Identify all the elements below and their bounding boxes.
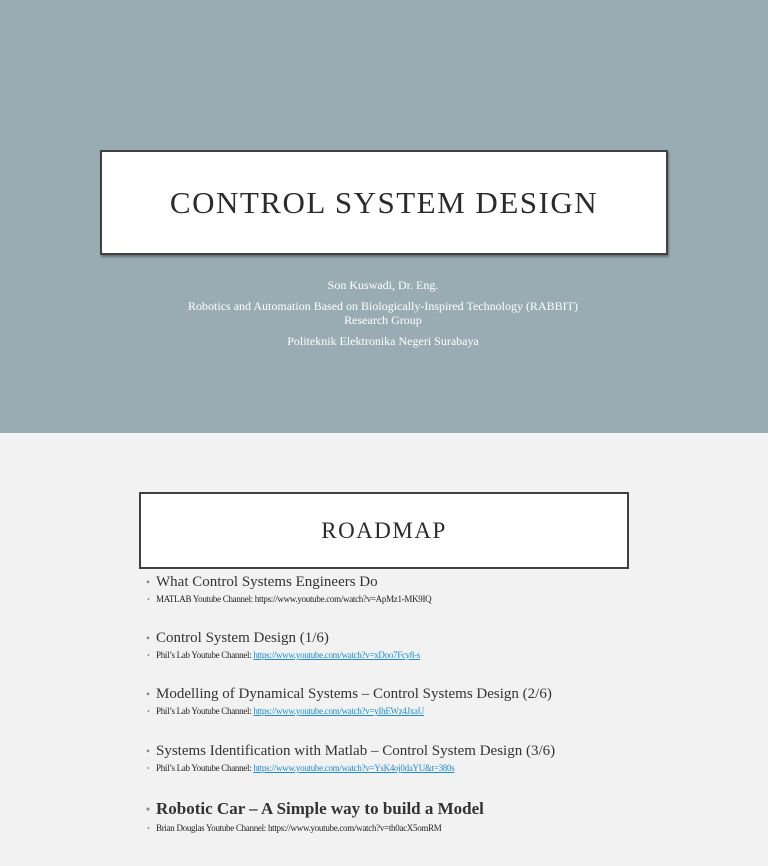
sub-bullet-icon: • (147, 764, 150, 773)
roadmap-slide (0, 433, 768, 866)
roadmap-title-box (139, 492, 629, 569)
list-item (146, 685, 706, 717)
item-source: Brian Douglas Youtube Channel: https://www.youtube.com/watch?v=th0acX5omRM (156, 823, 442, 833)
video-link[interactable]: https://www.youtube.com/watch?v=YsK4oj0daYU&t=380s (253, 763, 455, 773)
item-source: Phil’s Lab Youtube Channel: (156, 650, 254, 660)
list-item (146, 629, 706, 661)
list-item (146, 742, 706, 774)
item-source-row (146, 650, 706, 661)
item-source-row (146, 594, 706, 605)
bullet-icon: • (146, 687, 151, 701)
sub-bullet-icon: • (147, 595, 150, 604)
item-source: Phil’s Lab Youtube Channel: (156, 763, 254, 773)
item-title-row (146, 742, 706, 760)
item-source: MATLAB Youtube Channel: https://www.youtube.com/watch?v=ApMz1-MK9IQ (156, 594, 432, 604)
item-title-row (146, 629, 706, 647)
bullet-icon: • (146, 631, 151, 645)
sub-bullet-icon: • (147, 707, 150, 716)
bullet-icon: • (146, 575, 151, 589)
slide-title: CONTROL SYSTEM DESIGN (169, 184, 599, 220)
bullet-icon: • (146, 744, 151, 758)
item-title-row (146, 573, 706, 591)
item-title: Robotic Car – A Simple way to build a Model (156, 799, 484, 818)
sub-bullet-icon: • (147, 651, 150, 660)
item-title: What Control Systems Engineers Do (156, 574, 378, 590)
roadmap-title: ROADMAP (321, 517, 447, 543)
title-box (100, 150, 668, 255)
item-source-row (146, 706, 706, 717)
item-source: Phil’s Lab Youtube Channel: (156, 706, 254, 716)
subtitle-block (150, 278, 616, 355)
item-title: Systems Identification with Matlab – Control System Design (3/6) (156, 743, 556, 759)
item-source-row (146, 823, 706, 834)
roadmap-list (146, 573, 706, 834)
institution-name: Politeknik Elektronika Negeri Surabaya (287, 334, 479, 348)
research-group-line-2: Research Group (344, 313, 422, 327)
item-title-row (146, 685, 706, 703)
bullet-icon: • (146, 802, 151, 816)
item-source-row (146, 763, 706, 774)
item-title-row (146, 798, 706, 820)
list-item (146, 798, 706, 834)
research-group-line-1: Robotics and Automation Based on Biologically-Inspired Technology (RABBIT) (188, 299, 578, 313)
item-title: Modelling of Dynamical Systems – Control Systems Design (2/6) (156, 686, 552, 702)
video-link[interactable]: https://www.youtube.com/watch?v=yIhEWz4JxaU (253, 706, 424, 716)
sub-bullet-icon: • (147, 824, 150, 833)
author-name: Son Kuswadi, Dr. Eng. (327, 278, 439, 292)
list-item (146, 573, 706, 605)
item-title: Control System Design (1/6) (156, 630, 329, 646)
video-link[interactable]: https://www.youtube.com/watch?v=xDoo7Fcy8-s (253, 650, 420, 660)
